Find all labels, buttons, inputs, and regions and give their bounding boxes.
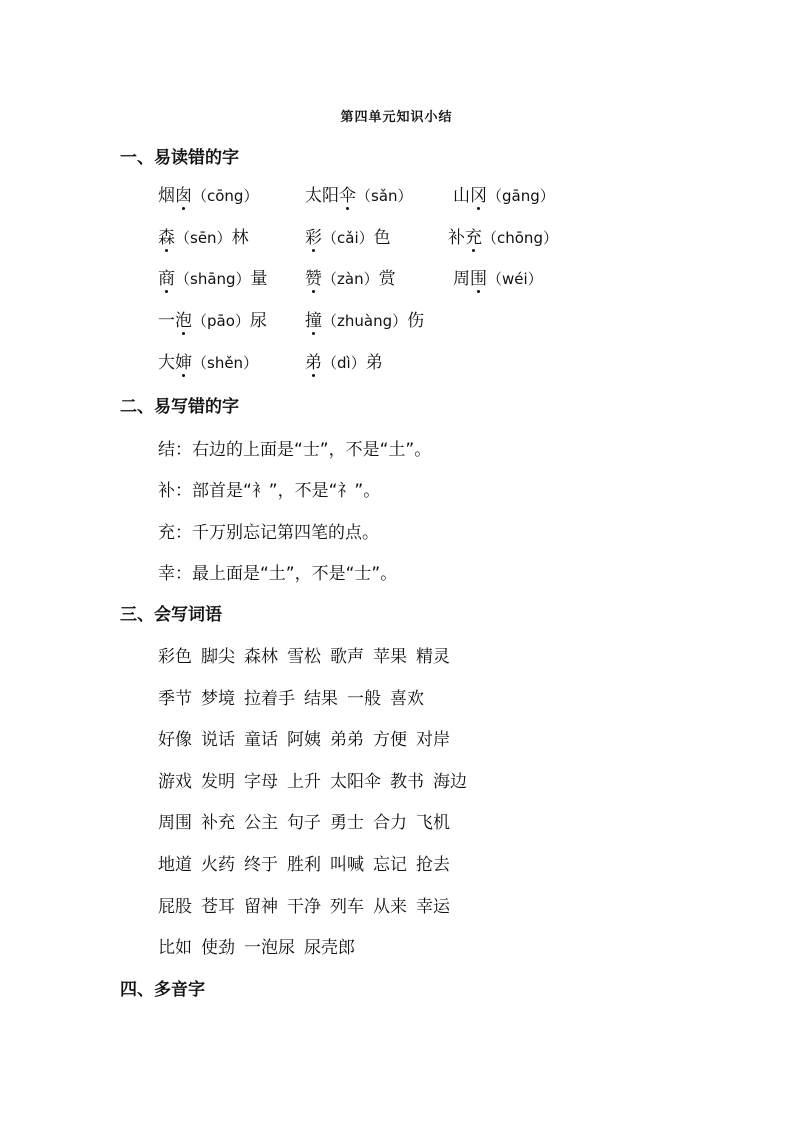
vocab-word: 一泡尿 (244, 938, 295, 958)
vocab-word: 地道 (158, 855, 192, 875)
vocab-word: 结果 (304, 689, 338, 709)
vocab-word: 上升 (287, 772, 321, 792)
word-suffix: 林 (231, 228, 249, 248)
vocab-word: 苹果 (373, 647, 407, 667)
pinyin-item (305, 352, 383, 374)
section-heading-4: 四、多音字 (120, 980, 205, 1000)
dotted-char: 泡 (175, 311, 192, 331)
pinyin-text: （shāng） (175, 270, 251, 288)
vocab-word: 从来 (373, 897, 407, 917)
pinyin-item (158, 227, 249, 249)
pinyin-text: （dì） (322, 354, 366, 372)
vocab-word: 太阳伞 (330, 772, 381, 792)
vocab-word: 游戏 (158, 772, 192, 792)
section-heading-1: 一、易读错的字 (120, 148, 239, 168)
word-suffix: 量 (250, 269, 268, 289)
pinyin-item (158, 268, 268, 290)
vocab-word: 合力 (373, 813, 407, 833)
vocab-word: 发明 (201, 772, 235, 792)
word-row (158, 646, 459, 668)
dotted-char: 撞 (305, 311, 322, 331)
vocab-word: 幸运 (416, 897, 450, 917)
section-heading-3: 三、会写词语 (120, 605, 222, 625)
spelling-note: 补：部首是“衤”，不是“礻”。 (158, 481, 381, 501)
vocab-word: 海边 (433, 772, 467, 792)
vocab-word: 火药 (201, 855, 235, 875)
vocab-word: 列车 (330, 897, 364, 917)
word-prefix: 烟 (158, 186, 175, 206)
vocab-word: 干净 (287, 897, 321, 917)
pinyin-item (305, 227, 391, 249)
pinyin-item (305, 268, 396, 290)
vocab-word: 留神 (244, 897, 278, 917)
dotted-char: 囱 (175, 186, 192, 206)
word-suffix: 弟 (365, 353, 383, 373)
vocab-word: 喜欢 (390, 689, 424, 709)
pinyin-text: （cōng） (192, 187, 259, 205)
vocab-word: 对岸 (416, 730, 450, 750)
pinyin-text: （zàn） (322, 270, 379, 288)
word-row (158, 896, 459, 918)
pinyin-item (158, 310, 267, 332)
vocab-word: 弟弟 (330, 730, 364, 750)
pinyin-item (453, 268, 543, 290)
dotted-char: 森 (158, 228, 175, 248)
dotted-char: 伞 (339, 186, 356, 206)
word-suffix: 伤 (407, 311, 425, 331)
word-prefix: 周 (453, 269, 470, 289)
vocab-word: 使劲 (201, 938, 235, 958)
word-row (158, 729, 459, 751)
section-heading-2: 二、易写错的字 (120, 397, 239, 417)
dotted-char: 婶 (175, 353, 192, 373)
word-prefix: 太阳 (305, 186, 339, 206)
pinyin-item (453, 185, 555, 207)
vocab-word: 忘记 (373, 855, 407, 875)
vocab-word: 勇士 (330, 813, 364, 833)
word-row (158, 688, 433, 710)
word-row (158, 937, 364, 959)
vocab-word: 梦境 (201, 689, 235, 709)
word-row (158, 771, 476, 793)
dotted-char: 商 (158, 269, 175, 289)
pinyin-text: （wéi） (487, 270, 543, 288)
word-prefix: 大 (158, 353, 175, 373)
vocab-word: 字母 (244, 772, 278, 792)
word-suffix: 尿 (249, 311, 267, 331)
vocab-word: 句子 (287, 813, 321, 833)
vocab-word: 胜利 (287, 855, 321, 875)
pinyin-text: （sēn） (175, 229, 232, 247)
pinyin-text: （chōng） (482, 229, 558, 247)
vocab-word: 一般 (347, 689, 381, 709)
pinyin-text: （cǎi） (322, 229, 374, 247)
dotted-char: 充 (465, 228, 482, 248)
spelling-note: 幸：最上面是“土”，不是“士”。 (158, 564, 398, 584)
spelling-note: 结：右边的上面是“士”，不是“土”。 (158, 440, 432, 460)
dotted-char: 弟 (305, 353, 322, 373)
spelling-note: 充：千万别忘记第四笔的点。 (158, 523, 379, 543)
vocab-word: 叫喊 (330, 855, 364, 875)
pinyin-item (158, 185, 258, 207)
word-suffix: 赏 (378, 269, 396, 289)
pinyin-item (158, 352, 258, 374)
vocab-word: 公主 (244, 813, 278, 833)
pinyin-text: （shěn） (192, 354, 259, 372)
pinyin-text: （sǎn） (356, 187, 413, 205)
vocab-word: 歌声 (330, 647, 364, 667)
vocab-word: 飞机 (416, 813, 450, 833)
vocab-word: 周围 (158, 813, 192, 833)
vocab-word: 季节 (158, 689, 192, 709)
word-prefix: 补 (448, 228, 465, 248)
vocab-word: 脚尖 (201, 647, 235, 667)
dotted-char: 彩 (305, 228, 322, 248)
pinyin-item (305, 310, 424, 332)
word-prefix: 一 (158, 311, 175, 331)
vocab-word: 童话 (244, 730, 278, 750)
pinyin-item (305, 185, 413, 207)
vocab-word: 阿姨 (287, 730, 321, 750)
vocab-word: 尿壳郎 (304, 938, 355, 958)
vocab-word: 补充 (201, 813, 235, 833)
pinyin-item (448, 227, 558, 249)
vocab-word: 方便 (373, 730, 407, 750)
vocab-word: 苍耳 (201, 897, 235, 917)
dotted-char: 冈 (470, 186, 487, 206)
dotted-char: 围 (470, 269, 487, 289)
vocab-word: 终于 (244, 855, 278, 875)
vocab-word: 屁股 (158, 897, 192, 917)
vocab-word: 拉着手 (244, 689, 295, 709)
page-title: 第四单元知识小结 (340, 110, 453, 125)
word-suffix: 色 (373, 228, 391, 248)
pinyin-text: （zhuàng） (322, 312, 408, 330)
vocab-word: 精灵 (416, 647, 450, 667)
word-row (158, 854, 459, 876)
vocab-word: 说话 (201, 730, 235, 750)
vocab-word: 森林 (244, 647, 278, 667)
dotted-char: 赞 (305, 269, 322, 289)
vocab-word: 比如 (158, 938, 192, 958)
vocab-word: 教书 (390, 772, 424, 792)
vocab-word: 雪松 (287, 647, 321, 667)
pinyin-text: （gāng） (487, 187, 555, 205)
vocab-word: 抢去 (416, 855, 450, 875)
word-row (158, 812, 459, 834)
vocab-word: 彩色 (158, 647, 192, 667)
word-prefix: 山 (453, 186, 470, 206)
pinyin-text: （pāo） (192, 312, 250, 330)
vocab-word: 好像 (158, 730, 192, 750)
